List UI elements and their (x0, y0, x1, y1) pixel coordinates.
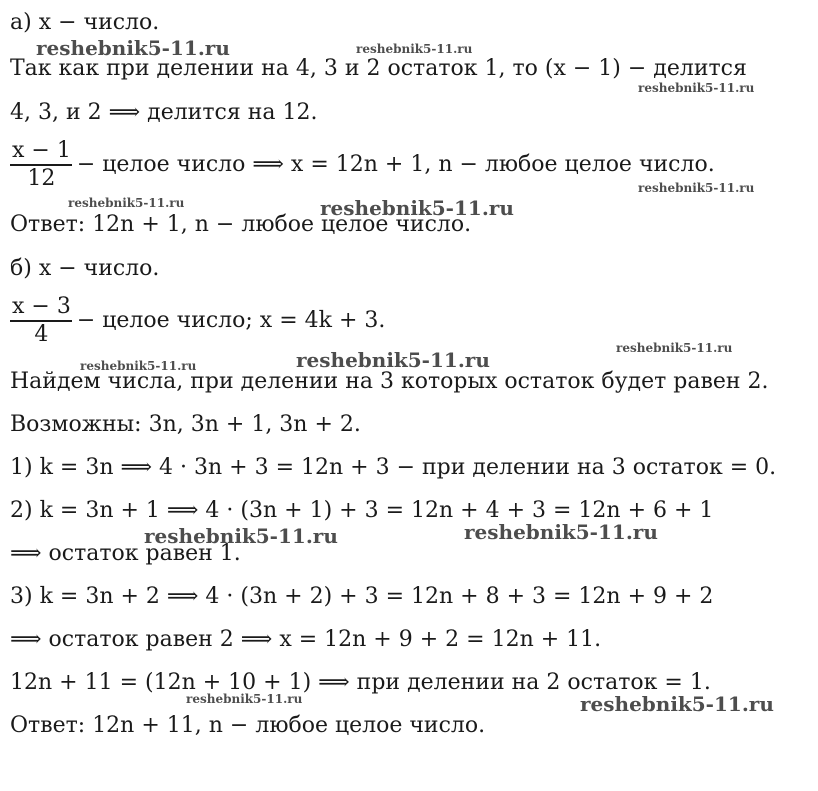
text-line-b: б) x − число. (10, 256, 160, 281)
fraction-numerator: x − 1 (12, 138, 71, 163)
text-line-possible: Возможны: 3n, 3n + 1, 3n + 2. (10, 412, 361, 437)
watermark-logo: reshebnik5-11.ru (320, 196, 514, 220)
watermark-logo: reshebnik5-11.ru (580, 692, 774, 716)
fraction-denominator: 12 (27, 165, 56, 191)
answer-line-a: Ответ: 12n + 1, n − любое целое число. (10, 212, 472, 237)
watermark-logo: reshebnik5-11.ru (638, 81, 755, 95)
watermark-logo: reshebnik5-11.ru (186, 692, 303, 706)
watermark-logo: reshebnik5-11.ru (464, 520, 658, 544)
watermark-logo: reshebnik5-11.ru (638, 181, 755, 195)
watermark-logo: reshebnik5-11.ru (356, 42, 473, 56)
case-line-3-cont: ⟹ остаток равен 2 ⟹ x = 12n + 9 + 2 = 12n + 11. (10, 627, 602, 652)
answer-line-b: Ответ: 12n + 11, n − любое целое число. (10, 713, 486, 738)
fraction-text: − целое число ⟹ x = 12n + 1, n − любое целое число. (76, 152, 715, 178)
case-line-2: 2) k = 3n + 1 ⟹ 4 · (3n + 1) + 3 = 12n + 4 + 3 = 12n + 6 + 1 (10, 498, 714, 523)
watermark-logo: reshebnik5-11.ru (36, 36, 230, 60)
watermark-logo: reshebnik5-11.ru (68, 196, 185, 210)
fraction-expression-2 (10, 294, 385, 348)
fraction-text: − целое число; x = 4k + 3. (76, 308, 386, 334)
case-line-2-cont: ⟹ остаток равен 1. (10, 541, 241, 566)
text-line-1: а) x − число. (10, 10, 160, 35)
text-line-2: Так как при делении на 4, 3 и 2 остаток 1, то (x − 1) − делится (10, 56, 747, 81)
watermark-logo: reshebnik5-11.ru (144, 524, 338, 548)
fraction-denominator: 4 (34, 321, 49, 347)
text-line-search: Найдем числа, при делении на 3 которых остаток будет равен 2. (10, 369, 769, 394)
watermark-logo: reshebnik5-11.ru (296, 348, 490, 372)
fraction-numerator: x − 3 (12, 294, 71, 319)
case-line-1: 1) k = 3n ⟹ 4 · 3n + 3 = 12n + 3 − при делении на 3 остаток = 0. (10, 455, 777, 480)
text-line-3: 4, 3, и 2 ⟹ делится на 12. (10, 100, 318, 125)
case-line-3: 3) k = 3n + 2 ⟹ 4 · (3n + 2) + 3 = 12n + 8 + 3 = 12n + 9 + 2 (10, 584, 714, 609)
watermark-logo: reshebnik5-11.ru (80, 359, 197, 373)
fraction-expression-1 (10, 138, 715, 192)
check-line: 12n + 11 = (12n + 10 + 1) ⟹ при делении на 2 остаток = 1. (10, 670, 711, 695)
watermark-logo: reshebnik5-11.ru (616, 341, 733, 355)
